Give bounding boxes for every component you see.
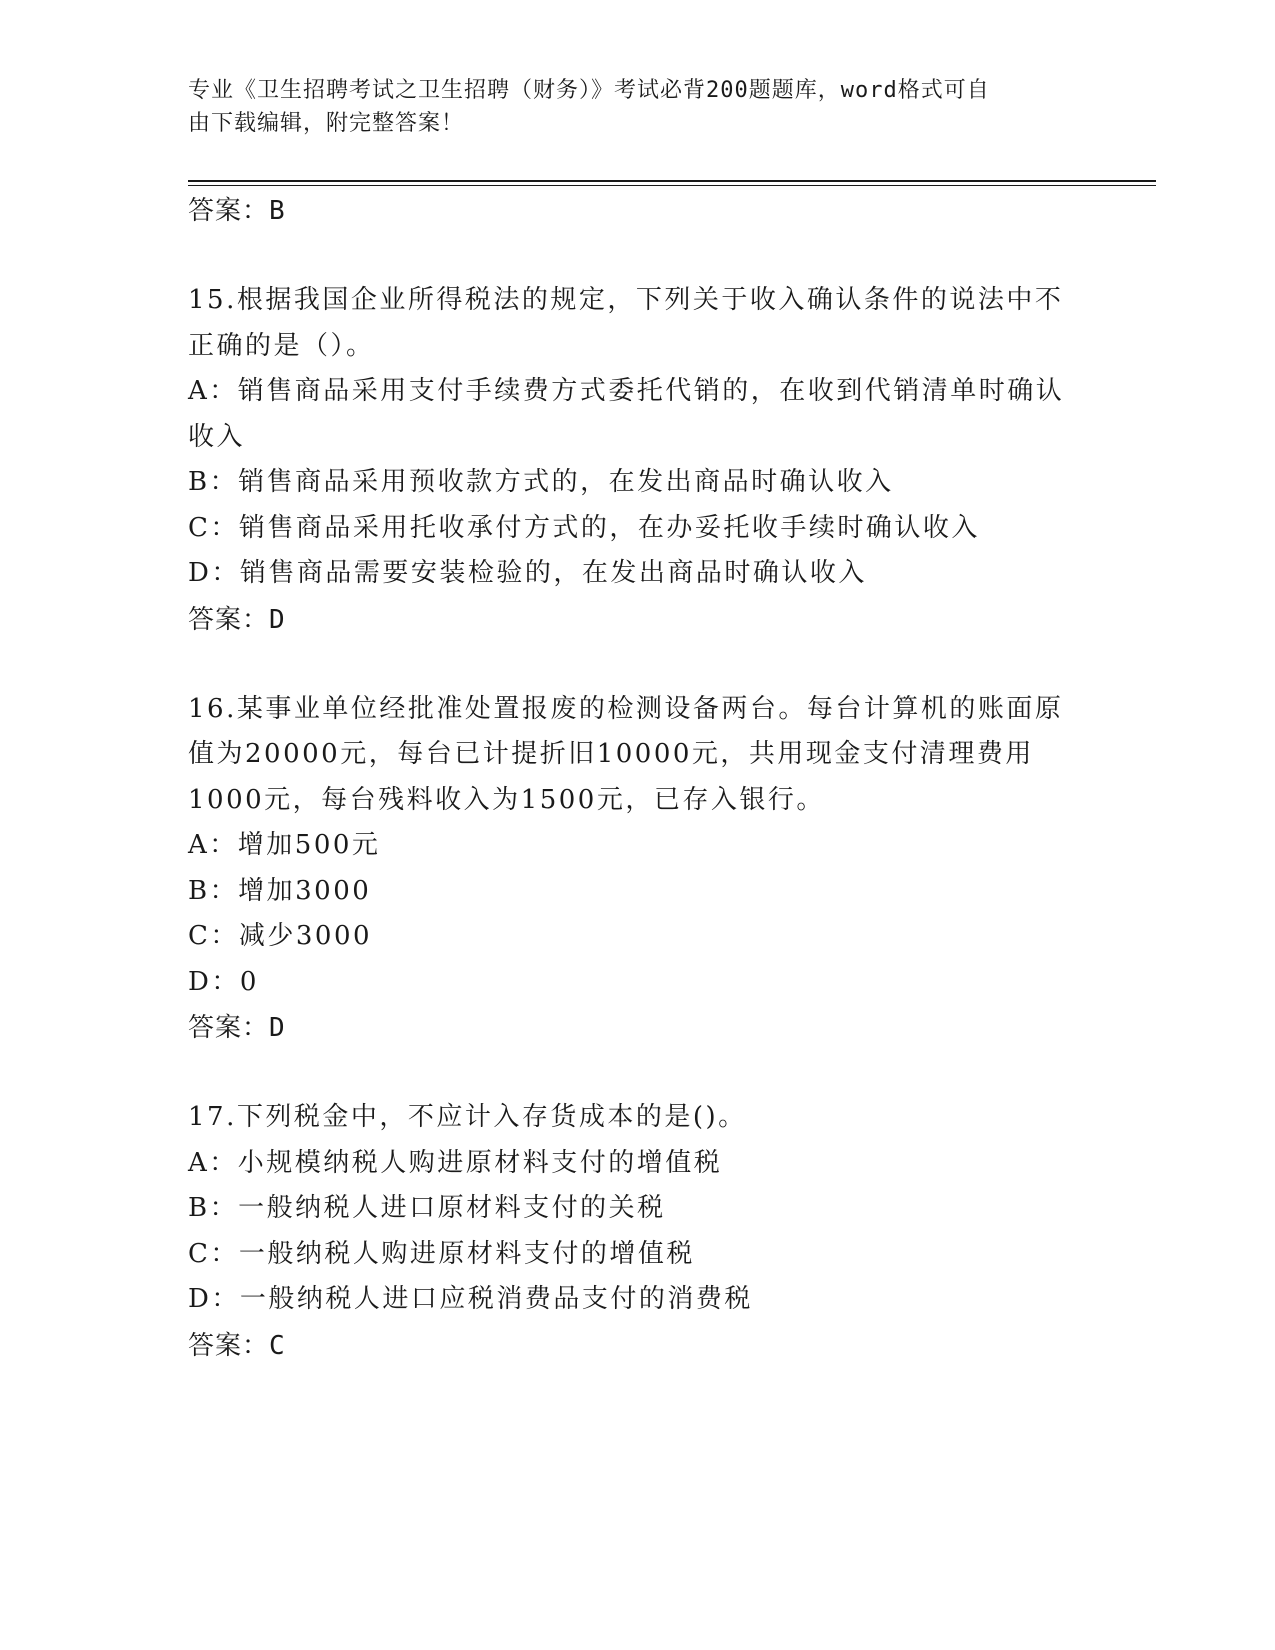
- option-d: D：销售商品需要安装检验的，在发出商品时确认收入: [188, 558, 867, 588]
- header-divider: [188, 180, 1156, 182]
- option-a: [188, 369, 1088, 460]
- option-b: B：销售商品采用预收款方式的，在发出商品时确认收入: [188, 467, 894, 497]
- question-stem: [188, 1095, 1088, 1141]
- option-a: A：增加500元: [188, 830, 381, 860]
- header-line-1: 专业《卫生招聘考试之卫生招聘（财务）》考试必背200题题库，word格式可自: [188, 78, 990, 103]
- stem-line: 1000元，每台残料收入为1500元，已存入银行。: [188, 784, 825, 815]
- option-line: 收入: [188, 421, 246, 452]
- option-b: B：一般纳税人进口原材料支付的关税: [188, 1193, 666, 1223]
- header-line-2: 由下载编辑，附完整答案！: [188, 111, 465, 136]
- option-d: D：一般纳税人进口应税消费品支付的消费税: [188, 1284, 753, 1314]
- question-list: [188, 188, 1088, 1369]
- stem-line: 16.某事业单位经批准处置报废的检测设备两台。每台计算机的账面原: [188, 693, 1064, 724]
- question-stem: [188, 278, 1088, 369]
- question-stem: [188, 687, 1088, 824]
- stem-line: 17.下列税金中，不应计入存货成本的是()。: [188, 1102, 747, 1132]
- option-c: C：一般纳税人购进原材料支付的增值税: [188, 1238, 695, 1269]
- previous-answer: 答案：B: [188, 196, 286, 226]
- question-16: [188, 687, 1088, 1052]
- option-line: A：销售商品采用支付手续费方式委托代销的，在收到代销清单时确认: [188, 376, 1065, 406]
- stem-line: 15.根据我国企业所得税法的规定，下列关于收入确认条件的说法中不: [188, 285, 1064, 315]
- option-c: C：减少3000: [188, 921, 373, 951]
- question-17: [188, 1095, 1088, 1369]
- answer-label: 答案：D: [188, 1013, 286, 1043]
- option-c: C：销售商品采用托收承付方式的，在办妥托收手续时确认收入: [188, 512, 980, 543]
- option-a: A：小规模纳税人购进原材料支付的增值税: [188, 1147, 723, 1178]
- option-b: B：增加3000: [188, 875, 372, 906]
- header-divider-thin: [188, 185, 1156, 186]
- answer-label: 答案：C: [188, 1330, 286, 1361]
- stem-line: 正确的是（）。: [188, 330, 375, 361]
- option-d: D：0: [188, 966, 259, 997]
- question-15: [188, 278, 1088, 643]
- page-header: [188, 74, 1068, 140]
- stem-line: 值为20000元，每台已计提折旧10000元，共用现金支付清理费用: [188, 739, 1034, 769]
- answer-label: 答案：D: [188, 604, 286, 635]
